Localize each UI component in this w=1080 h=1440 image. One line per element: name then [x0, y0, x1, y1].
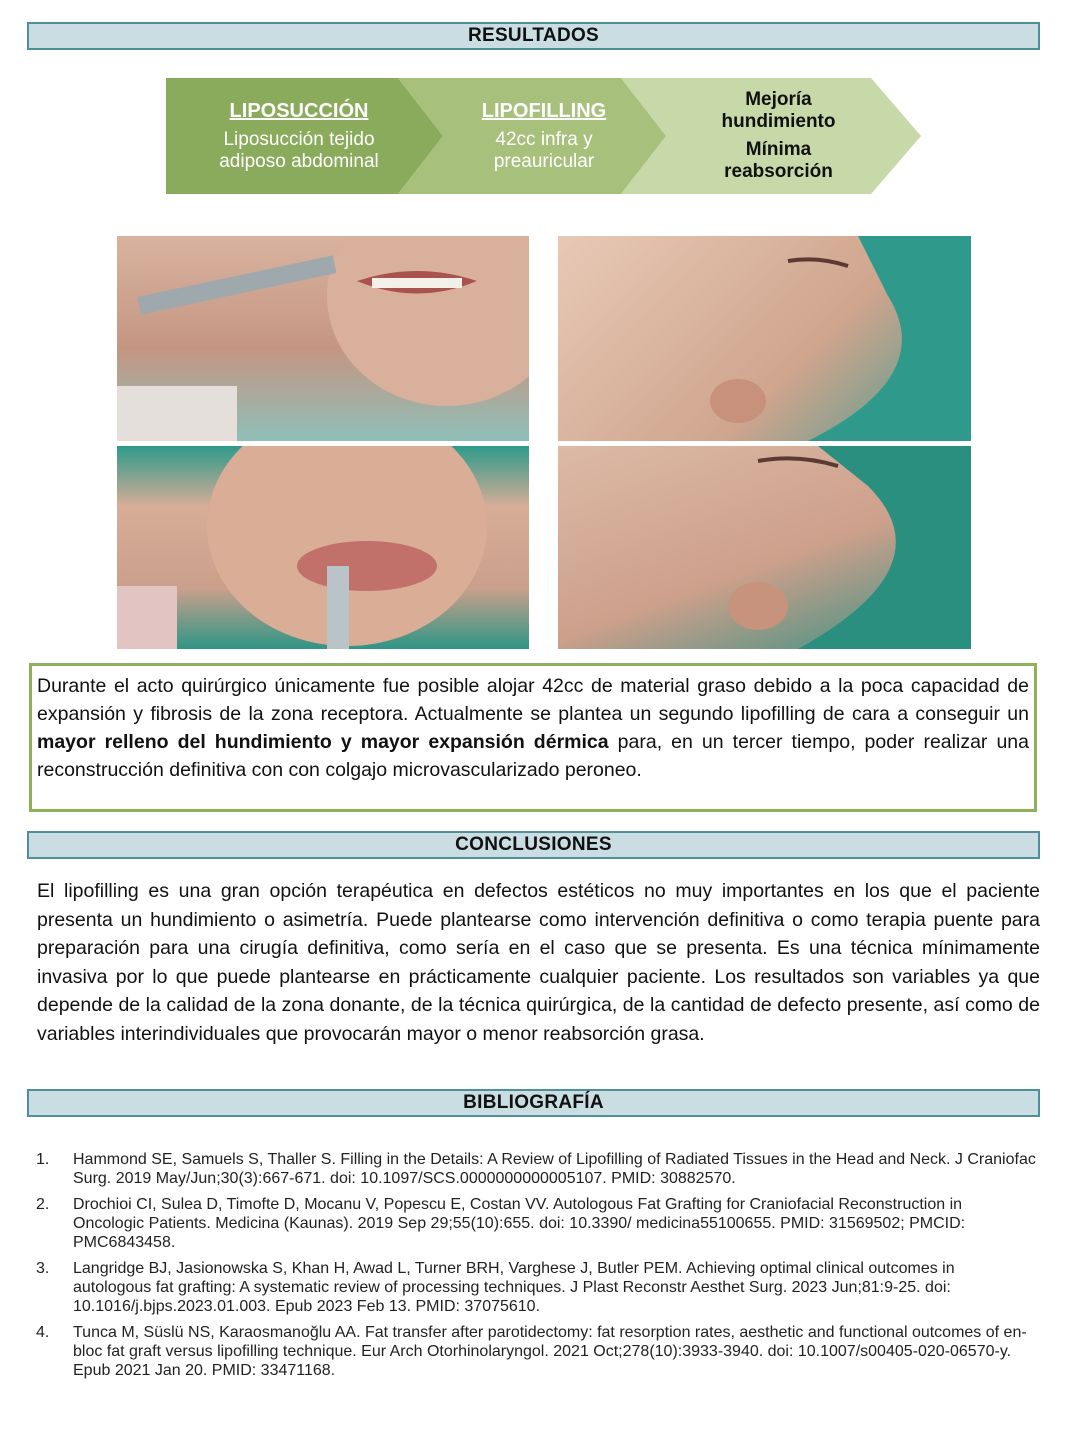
- reference-text: Tunca M, Süslü NS, Karaosmanoğlu AA. Fat transfer after parotidectomy: fat resorption rates, aesthetic and functional outcomes of en-bloc fat graft versus lipofilling technique. Eur Arch Otorhinolaryngol. 2021 Oct;278(10):3933-3940. doi: 10.1007/s00405-020-06570-y. Epub 2021 Jan 20. PMID: 33471168.: [73, 1324, 1027, 1379]
- result-summary-box: [29, 663, 1037, 812]
- result-line: [722, 89, 836, 133]
- reference-number: 3.: [36, 1260, 50, 1277]
- reference-text: Drochioi CI, Sulea D, Timofte D, Mocanu V, Popescu E, Costan VV. Autologous Fat Grafting for Craniofacial Reconstruction in Oncologic Patients. Medicina (Kaunas). 2019 Sep 29;55(10):655. doi: 10.3390/ medicina55100655. PMID: 31569502; PMCID: PMC6843458.: [73, 1196, 966, 1251]
- reference-item: [36, 1259, 1036, 1316]
- process-flow: [166, 78, 926, 194]
- clinical-photo-postop-frontal: [117, 446, 529, 649]
- step-title: LIPOFILLING: [481, 99, 607, 122]
- result-text: hundimiento: [721, 111, 836, 132]
- result-text: Mínima: [745, 139, 812, 160]
- section-header-resultados: [27, 22, 1040, 50]
- result-text: reabsorción: [724, 161, 833, 182]
- result-text: para, en un tercer tiempo, poder realizar una reconstrucción definitiva con con colgajo microvascularizado peroneo.: [37, 731, 1029, 781]
- reference-text: Langridge BJ, Jasionowska S, Khan H, Awad L, Turner BRH, Varghese J, Butler PEM. Achieving optimal clinical outcomes in autologous fat grafting: A systematic review of processing techniques. J Plast Reconstr Aesthet Surg. 2023 Jun;81:9-25. doi: 10.1016/j.bjps.2023.01.003. Epub 2023 Feb 13. PMID: 37075610.: [73, 1260, 955, 1315]
- reference-number: 1.: [36, 1151, 50, 1168]
- section-title: BIBLIOGRAFÍA: [463, 1092, 604, 1113]
- clinical-photo-intraop-lateral: [558, 236, 971, 441]
- reference-text: Hammond SE, Samuels S, Thaller S. Filling in the Details: A Review of Lipofilling of Radiated Tissues in the Head and Neck. J Craniofac Surg. 2019 May/Jun;30(3):667-671. doi: 10.1097/SCS.0000000000005107. PMID: 30882570.: [73, 1151, 1036, 1187]
- photo-illustration: [558, 446, 971, 649]
- reference-number: 2.: [36, 1196, 50, 1213]
- step-description-line: preauricular: [493, 150, 595, 172]
- step-description-line: 42cc infra y: [495, 128, 593, 150]
- section-header-bibliografia: [27, 1089, 1040, 1117]
- section-header-conclusiones: [27, 831, 1040, 859]
- step-resultado: [666, 78, 891, 194]
- photo-illustration: [117, 446, 529, 649]
- clinical-photo-postop-lateral: [558, 446, 971, 649]
- conclusion-paragraph: El lipofilling es una gran opción terapéutica en defectos estéticos no muy importantes en los que el paciente presenta un hundimiento o asimetría. Puede plantearse como intervención definitiva o como terapia puente para preparación para una cirugía definitiva, como sería en el caso que se presenta. Es una técnica mínimamente invasiva por lo que puede plantearse en prácticamente cualquier paciente. Los resultados son variables ya que depende de la calidad de la zona donante, de la técnica quirúrgica, de la cantidad de defecto presente, así como de variables interindividuales que provocarán mayor o menor reabsorción grasa.: [37, 880, 1040, 1045]
- section-title: RESULTADOS: [467, 25, 600, 46]
- step-description-line: Liposucción tejido: [223, 128, 375, 150]
- reference-item: [36, 1323, 1036, 1380]
- step-liposuccion: [184, 78, 414, 194]
- result-text-bold: mayor relleno del hundimiento y mayor expansión dérmica: [37, 731, 609, 753]
- step-lipofilling: [434, 78, 654, 194]
- section-title: CONCLUSIONES: [455, 834, 612, 855]
- photo-illustration: [558, 236, 971, 441]
- step-description-line: adiposo abdominal: [219, 150, 379, 172]
- reference-list: [36, 1150, 1036, 1387]
- result-text: Mejoría: [745, 89, 812, 110]
- result-line: [724, 139, 833, 183]
- reference-item: [36, 1150, 1036, 1188]
- reference-number: 4.: [36, 1324, 50, 1341]
- step-title: LIPOSUCCIÓN: [229, 99, 369, 122]
- result-text: Durante el acto quirúrgico únicamente fue posible alojar 42cc de material graso debido a la poca capacidad de expansión y fibrosis de la zona receptora. Actualmente se plantea un segundo lipofilling de cara a conseguir un: [37, 675, 1029, 725]
- clinical-photo-intraop-frontal: [117, 236, 529, 441]
- photo-illustration: [117, 236, 529, 441]
- reference-item: [36, 1195, 1036, 1252]
